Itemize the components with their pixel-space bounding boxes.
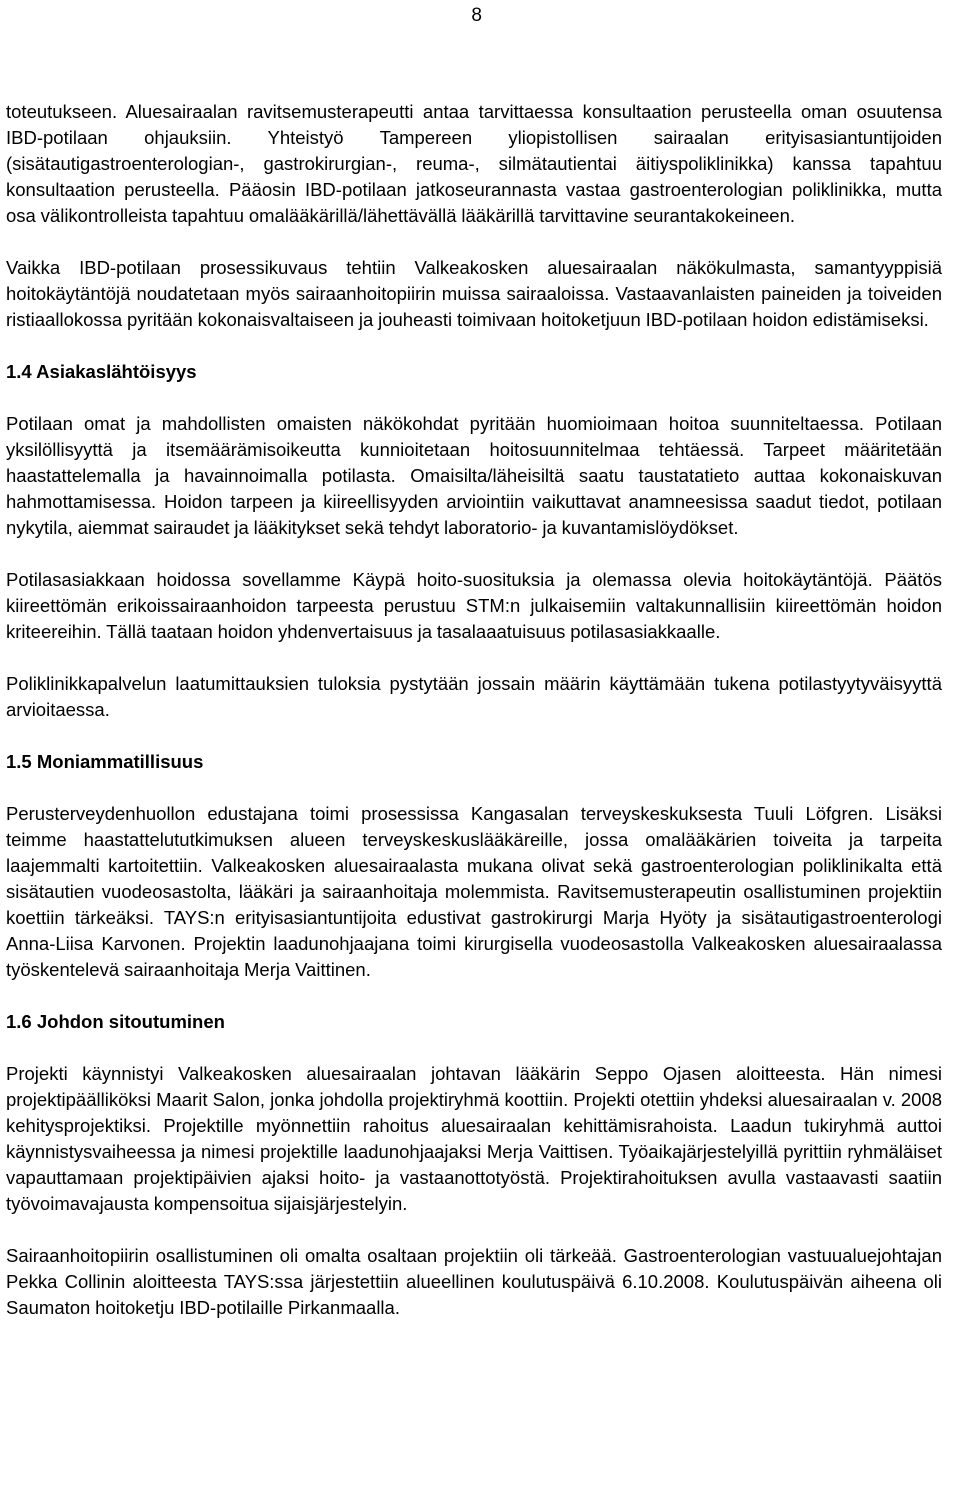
section-heading: 1.6 Johdon sitoutuminen: [6, 1011, 225, 1032]
paragraph: Potilasasiakkaan hoidossa sovellamme Käypä hoito-suosituksia ja olemassa olevia hoitokäytäntöjä. Päätös kiireettömän erikoissairaanhoidon tarpeesta perustuu STM:n julkaisemiin valtakunnallisiin kiireettömän hoidon kriteereihin. Tällä taataan hoidon yhdenvertaisuus ja tasalaaatuisuus potilasasiakkaalle.: [6, 569, 942, 642]
section-heading: 1.5 Moniammatillisuus: [6, 751, 204, 772]
paragraph: Perusterveydenhuollon edustajana toimi prosessissa Kangasalan terveyskeskuksesta Tuuli Löfgren. Lisäksi teimme haastattelututkimuksen alueen terveyskeskuslääkäreille, jossa omalääkärien toiveita ja tarpeita laajemmalti kartoitettiin. Valkeakosken aluesairaalasta mukana olivat sekä gastroenterologian poliklinikalta että sisätautien vuodeosastolta, lääkäri ja sairaanhoitaja molemmista. Ravitsemusterapeutin osallistuminen projektiin koettiin tärkeäksi. TAYS:n erityisasiantuntijoita edustivat gastrokirurgi Marja Hyöty ja sisätautigastroenterologi Anna-Liisa Karvonen. Projektin laadunohjaajana toimi kirurgisella vuodeosastolla Valkeakosken aluesairaalassa työskentelevä sairaanhoitaja Merja Vaittinen.: [6, 803, 942, 980]
page-number: 8: [471, 5, 482, 26]
section-heading: 1.4 Asiakaslähtöisyys: [6, 361, 197, 382]
document-body: [6, 99, 942, 1321]
paragraph: Vaikka IBD-potilaan prosessikuvaus tehtiin Valkeakosken aluesairaalan näkökulmasta, samantyyppisiä hoitokäytäntöjä noudatetaan myös sairaanhoitopiirin muissa sairaaloissa. Vastaavanlaisten paineiden ja toiveiden ristiaallokossa pyritään kokonaisvaltaiseen ja jouheasti toimivaan hoitoketjuun IBD-potilaan hoidon edistämiseksi.: [6, 257, 942, 330]
paragraph: Poliklinikkapalvelun laatumittauksien tuloksia pystytään jossain määrin käyttämään tukena potilastyytyväisyyttä arvioitaessa.: [6, 673, 942, 720]
paragraph: toteutukseen. Aluesairaalan ravitsemusterapeutti antaa tarvittaessa konsultaation perusteella oman osuutensa IBD-potilaan ohjauksiin. Yhteistyö Tampereen yliopistollisen sairaalan erityisasiantuntijoiden (sisätautigastroenterologian-, gastrokirurgian-, reuma-, silmätautientai äitiyspoliklinikka) kanssa tapahtuu konsultaation perusteella. Pääosin IBD-potilaan jatkoseurannasta vastaa gastroenterologian poliklinikka, mutta osa välikontrolleista tapahtuu omalääkärillä/lähettävällä lääkärillä tarvittavine seurantakokeineen.: [6, 101, 942, 226]
paragraph: Projekti käynnistyi Valkeakosken aluesairaalan johtavan lääkärin Seppo Ojasen aloitteesta. Hän nimesi projektipäälliköksi Maarit Salon, jonka johdolla projektiryhmä koottiin. Projekti otettiin yhdeksi aluesairaalan v. 2008 kehitysprojektiksi. Projektille myönnettiin rahoitus aluesairaalan kehittämisrahoista. Laadun tukiryhmä auttoi käynnistysvaiheessa ja nimesi projektille laadunohjaajaksi Merja Vaittisen. Työaikajärjestelyillä pyrittiin ryhmäläiset vapauttamaan projektipäivien ajaksi hoito- ja vastaanottotyöstä. Projektirahoituksen avulla vastaavasti saatiin työvoimavajausta kompensoitua sijaisjärjestelyin.: [6, 1063, 942, 1214]
paragraph: Sairaanhoitopiirin osallistuminen oli omalta osaltaan projektiin oli tärkeää. Gastroenterologian vastuualuejohtajan Pekka Collinin aloitteesta TAYS:ssa järjestettiin alueellinen koulutuspäivä 6.10.2008. Koulutuspäivän aiheena oli Saumaton hoitoketju IBD-potilaille Pirkanmaalla.: [6, 1245, 942, 1318]
paragraph: Potilaan omat ja mahdollisten omaisten näkökohdat pyritään huomioimaan hoitoa suunniteltaessa. Potilaan yksilöllisyyttä ja itsemäärämisoikeutta kunnioitetaan hoitosuunnitelmaa tehtäessä. Tarpeet määritetään haastattelemalla ja havainnoimalla potilasta. Omaisilta/läheisiltä saatu taustatatieto auttaa kokonaiskuvan hahmottamisessa. Hoidon tarpeen ja kiireellisyyden arviointiin vaikuttavat anamneesissa saadut tiedot, potilaan nykytila, aiemmat sairaudet ja lääkitykset sekä tehdyt laboratorio- ja kuvantamislöydökset.: [6, 413, 942, 538]
